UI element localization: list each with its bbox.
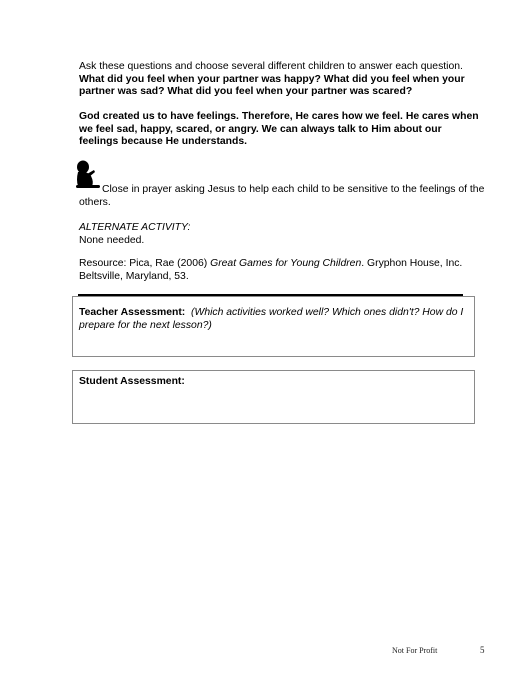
alternate-activity — [79, 222, 479, 247]
prayer-text: Close in prayer asking Jesus to help each child to be sensitive to the feelings of the others. — [79, 184, 485, 208]
alternate-activity-text: None needed. — [79, 234, 145, 246]
teacher-assessment-text — [79, 307, 469, 332]
footer-text: Not For Profit — [392, 646, 438, 655]
resource-suffix: . Gryphon House, Inc. Beltsville, Maryland, 53. — [79, 258, 463, 282]
discussion-instruction: Ask these questions and choose several different children to answer each question. — [79, 61, 463, 72]
resource-title: Great Games for Young Children — [210, 258, 362, 269]
resource-prefix: Resource: Pica, Rae (2006) — [79, 258, 211, 269]
discussion-questions: What did you feel when your partner was happy? What did you feel when your partner was sad? What did you feel when your partner was scared? — [79, 73, 465, 98]
feelings-statement: God created us to have feelings. Therefore, He cares how we feel. He cares when we feel sad, happy, scared, or angry. We can always talk to Him about our feelings because He understands. — [79, 111, 479, 148]
student-assessment-box[interactable] — [72, 370, 475, 424]
alternate-activity-heading: ALTERNATE ACTIVITY: — [79, 222, 191, 233]
teacher-assessment-box[interactable] — [72, 296, 475, 357]
discussion-paragraph — [79, 61, 479, 99]
prayer-paragraph — [79, 184, 489, 209]
resource-citation — [79, 258, 479, 283]
page-number: 5 — [480, 645, 485, 655]
teacher-assessment-label: Teacher Assessment: — [79, 307, 186, 318]
student-assessment-label: Student Assessment: — [79, 376, 185, 387]
teacher-assessment-prompt: (Which activities worked well? Which ones didn't? How do I prepare for the next lesson?) — [79, 307, 464, 331]
